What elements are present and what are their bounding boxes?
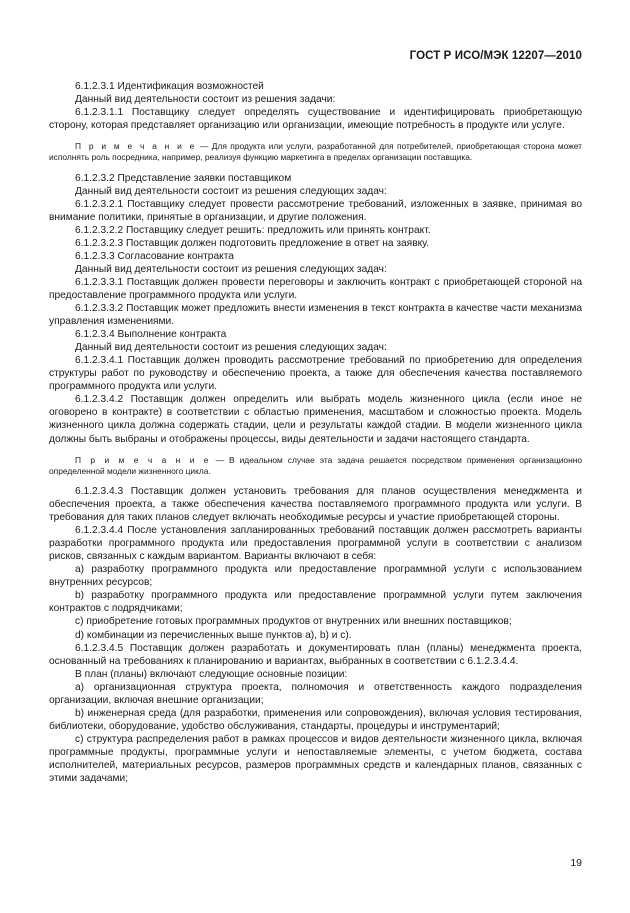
- body-paragraph: 6.1.2.3.1.1 Поставщику следует определять существование и идентифицировать приобретающую сторону, которая представляет организацию или организации, имеющие потребность в продукте или услуге.: [49, 107, 582, 132]
- body-paragraph: с) структура распределения работ в рамках процессов и видов деятельности жизненного цикла, включая программные продукты, программные услуги и непоставляемые элементы, с учетом бюджета, состава исполнителей, материальных ресурсов, размеров программных средств и календарных планов, связанных с этими задачами;: [49, 733, 582, 785]
- body-paragraph: а) организационная структура проекта, полномочия и ответственность каждого подразделения организации, включая внешние организации;: [49, 681, 582, 706]
- body-paragraph: 6.1.2.3.3.2 Поставщик может предложить внести изменения в текст контракта в качестве части механизма управления изменениями.: [49, 303, 582, 328]
- body-paragraph: с) приобретение готовых программных продуктов от внутренних или внешних поставщиков;: [75, 616, 512, 628]
- body-paragraph: 6.1.2.3.2.2 Поставщику следует решить: предложить или принять контракт.: [75, 224, 431, 236]
- body-paragraph: Данный вид деятельности состоит из решения следующих задач:: [75, 185, 387, 197]
- note-label: П р и м е ч а н и е: [75, 141, 197, 152]
- body-paragraph: Данный вид деятельности состоит из решения следующих задач:: [75, 263, 387, 275]
- body-paragraph: 6.1.2.3.4.2 Поставщик должен определить или выбрать модель жизненного цикла (если иное не оговорено в контракте) в соответствии с областью применения, масштабом и сложностью проекта. Модель жизненного цикла должна содержать стадии, цели и результаты каждой стадии. В модели жизненного цикла должны быть выбраны и отображены процессы, виды деятельности и задачи настоящего стандарта.: [49, 394, 582, 445]
- body-paragraph: Данный вид деятельности состоит из решения следующих задач:: [75, 342, 387, 354]
- note-label: П р и м е ч а н и е: [75, 454, 211, 465]
- body-paragraph: 6.1.2.3.4 Выполнение контракта: [75, 329, 227, 341]
- body-paragraph: 6.1.2.3.4.3 Поставщик должен установить требования для планов осуществления менеджмента и обеспечения проекта, а также обеспечения качества поставляемого программного продукта или услуги. В требования для таких планов следует включать необходимые ресурсы и участие приобретающей стороны.: [49, 485, 582, 524]
- body-paragraph: 6.1.2.3.4.1 Поставщик должен проводить рассмотрение требований по приобретению для определения структуры работ по руководству и обеспечению проекта, а также для обеспечения качества поставляемого программного продукта или услуги.: [49, 355, 582, 393]
- note-paragraph: [49, 455, 582, 477]
- body-paragraph: Данный вид деятельности состоит из решения задачи:: [75, 94, 336, 106]
- body-paragraph: В план (планы) включают следующие основные позиции:: [75, 668, 348, 680]
- body-paragraph: 6.1.2.3.1 Идентификация возможностей: [75, 81, 264, 92]
- document-body: [49, 80, 582, 785]
- body-paragraph: 6.1.2.3.4.5 Поставщик должен разработать и документировать план (планы) менеджмента проекта, основанный на требованиях к планированию и вариантах, выбранных в соответствии с 6.1.2.3.4.4.: [49, 642, 582, 667]
- body-paragraph: 6.1.2.3.2 Представление заявки поставщиком: [75, 172, 292, 184]
- note-text: — Для продукта или услуги, разработанной для потребителей, приобретающая сторона может исполнять роль посредника, например, реализуя функцию маркетинга в пределах организации поставщика.: [49, 141, 582, 163]
- body-paragraph: 6.1.2.3.2.1 Поставщику следует провести рассмотрение требований, изложенных в заявке, принимая во внимание политики, принятые в организации, и другие положения.: [49, 198, 582, 223]
- body-paragraph: 6.1.2.3.3.1 Поставщик должен провести переговоры и заключить контракт с приобретающей стороной на предоставление программного продукта или услуги.: [49, 276, 582, 302]
- note-paragraph: [49, 141, 582, 163]
- page-number: 19: [570, 857, 582, 869]
- body-paragraph: 6.1.2.3.4.4 После установления запланированных требований поставщик должен рассмотреть варианты разработки программного продукта или предоставления программной услуги в соответствии с анализом рисков, связанных с каждым вариантом. Варианты включают в себя:: [49, 525, 582, 563]
- body-paragraph: а) разработку программного продукта или предоставление программной услуги с использованием внутренних ресурсов;: [49, 564, 582, 589]
- body-paragraph: d) комбинации из перечисленных выше пунктов а), b) и с).: [75, 629, 352, 641]
- body-paragraph: b) инженерная среда (для разработки, применения или сопровождения), включая условия тестирования, библиотеки, оборудование, удобство обслуживания, стандарты, процедуры и инструментарий;: [49, 707, 582, 732]
- standard-header: ГОСТ Р ИСО/МЭК 12207—2010: [409, 50, 582, 62]
- body-paragraph: b) разработку программного продукта или предоставление программной услуги путем заключения контрактов с подрядчиками;: [49, 590, 582, 615]
- note-text: — В идеальном случае эта задача решается посредством применения организационно определенной модели жизненного цикла.: [49, 454, 582, 476]
- body-paragraph: 6.1.2.3.3 Согласование контракта: [75, 250, 234, 262]
- body-paragraph: 6.1.2.3.2.3 Поставщик должен подготовить предложение в ответ на заявку.: [75, 237, 430, 249]
